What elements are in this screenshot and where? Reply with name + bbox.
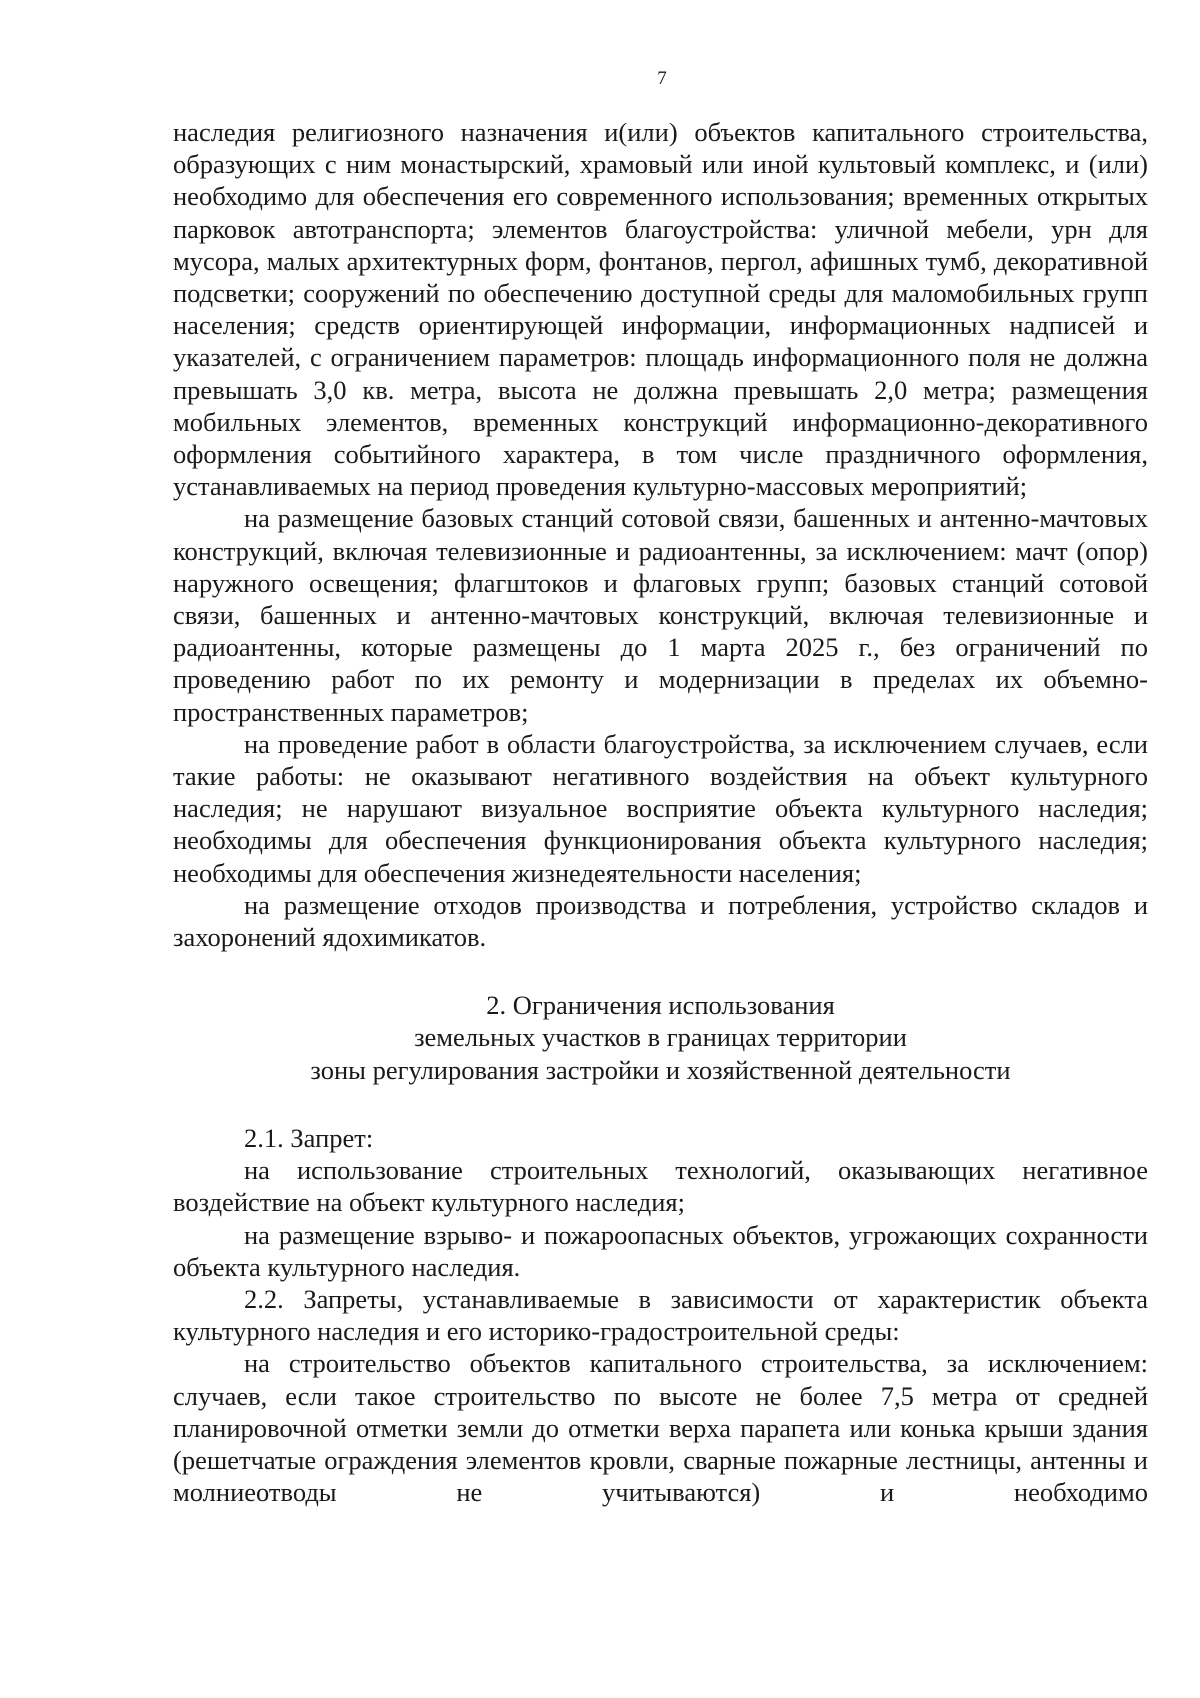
paragraph-waste-placement: на размещение отходов производства и потребления, устройство складов и захоронений ядохимикатов. — [173, 889, 1148, 953]
paragraph-cellular-stations: на размещение базовых станций сотовой связи, башенных и антенно-мачтовых конструкций, включая телевизионные и радиоантенны, за исключением: мачт (опор) наружного освещения; флагштоков и флаговых групп; базовых станций сотовой связи, башенных и антенно-мачтовых конструкций, включая телевизионные и радиоантенны, которые размещены до 1 марта 2025 г., без ограничений по проведению работ по их ремонту и модернизации в пределах их объемно-пространственных параметров; — [173, 503, 1148, 727]
section-heading-line-1: 2. Ограничения использования — [486, 990, 835, 1021]
paragraph-continuation-heritage: наследия религиозного назначения и(или) объектов капитального строительства, образующих с ним монастырский, храмовый или иной культовый комплекс, и (или) необходимо для обеспечения его современного использования; временных открытых парковок автотранспорта; элементов благоустройства: уличной мебели, урн для мусора, малых архитектурных форм, фонтанов, пергол, афишных тумб, декоративной подсветки; сооружений по обеспечению доступной среды для маломобильных групп населения; средств ориентирующей информации, информационных надписей и указателей, с ограничением параметров: площадь информационного поля не должна превышать 3,0 кв. метра, высота не должна превышать 2,0 метра; размещения мобильных элементов, временных конструкций информационно-декоративного оформления событийного характера, в том числе праздничного оформления, устанавливаемых на период проведения культурно-массовых мероприятий; — [173, 117, 1148, 502]
section-heading-line-2: земельных участков в границах территории — [414, 1022, 907, 1053]
section-heading-line-3: зоны регулирования застройки и хозяйственной деятельности — [310, 1054, 1011, 1085]
paragraph-construction-technologies: на использование строительных технологий, оказывающих негативное воздействие на объект культурного наследия; — [173, 1155, 1148, 1218]
page-number: 7 — [657, 68, 667, 89]
section-heading — [173, 989, 1148, 1086]
document-body — [173, 116, 1148, 1508]
paragraph-capital-construction: на строительство объектов капитального строительства, за исключением: случаев, если такое строительство по высоте не более 7,5 метра от средней планировочной отметки земли до отметки верха парапета или конька крыши здания (решетчатые ограждения элементов кровли, сварные пожарные лестницы, антенны и молниеотводы не учитываются) и необходимо — [173, 1348, 1148, 1508]
paragraph-landscaping-works: на проведение работ в области благоустройства, за исключением случаев, если такие работы: не оказывают негативного воздействия на объект культурного наследия; не нарушают визуальное восприятие объекта культурного наследия; необходимы для обеспечения функционирования объекта культурного наследия; необходимы для обеспечения жизнедеятельности населения; — [173, 728, 1148, 888]
paragraph-explosive-objects: на размещение взрыво- и пожароопасных объектов, угрожающих сохранности объекта культурного наследия. — [173, 1219, 1148, 1282]
clause-2-2-title: 2.2. Запреты, устанавливаемые в зависимости от характеристик объекта культурного наследия и его историко-градостроительной среды: — [173, 1283, 1148, 1347]
clause-2-1-title: 2.1. Запрет: — [244, 1122, 374, 1153]
